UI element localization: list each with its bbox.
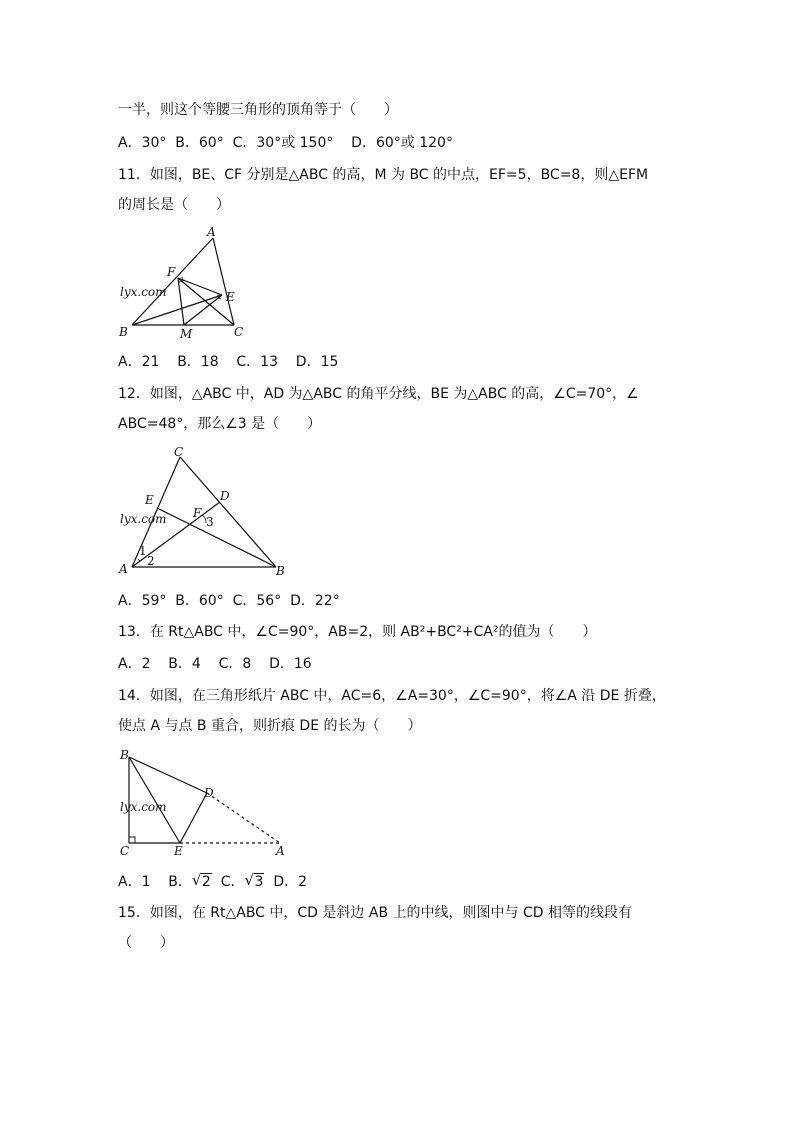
q12-text-line2: ABC=48°，那么∠3 是（ ） xyxy=(118,416,322,432)
q14-label-B: B xyxy=(120,748,129,762)
q11-text-line2: 的周长是（ ） xyxy=(118,197,230,213)
q12-angle-2-label: 2 xyxy=(147,554,155,568)
q12-label-A: A xyxy=(119,562,128,576)
svg-text:lyx.com: lyx.com xyxy=(120,512,167,526)
q11-triangle-figure xyxy=(112,224,252,342)
q12-triangle-figure xyxy=(112,445,292,580)
q12-label-B: B xyxy=(276,564,285,578)
q12-angle-3-label: 3 xyxy=(206,515,214,529)
q13-text: 13．在 Rt△ABC 中，∠C=90°，AB=2，则 AB²+BC²+CA²的值为（ ） xyxy=(118,624,597,640)
q15-text-line1: 15．如图，在 Rt△ABC 中，CD 是斜边 AB 上的中线，则图中与 CD 相等的线段有 xyxy=(118,905,632,921)
q11-label-B: B xyxy=(119,325,128,339)
q15-text-line2: （ ） xyxy=(118,935,174,951)
q14-option-a-b: A．1 B． xyxy=(118,874,192,890)
q14-option-c-sqrt3: √ 3 xyxy=(244,871,264,890)
q14-label-E: E xyxy=(174,844,183,858)
q11-label-F: F xyxy=(167,265,176,279)
q13-options: A．2 B．4 C．8 D．16 xyxy=(118,656,312,672)
q10-options: A．30° B．60° C．30°或 150° D．60°或 120° xyxy=(118,135,453,151)
q12-options: A．59° B．60° C．56° D．22° xyxy=(118,593,340,609)
svg-text:lyx.com: lyx.com xyxy=(120,285,167,299)
q11-text-line1: 11．如图，BE、CF 分别是△ABC 的高，M 为 BC 的中点，EF=5，BC=8，则△EFM xyxy=(118,167,649,183)
q14-option-c-label: C． xyxy=(211,874,245,890)
q12-label-E: E xyxy=(145,493,154,507)
q12-label-C: C xyxy=(174,445,184,459)
q14-option-d: D．2 xyxy=(264,874,308,890)
q14-label-C: C xyxy=(120,844,130,858)
q14-label-A: A xyxy=(276,844,285,858)
q11-label-C: C xyxy=(234,325,244,339)
q12-label-F: F xyxy=(193,506,202,520)
q14-triangle-figure xyxy=(112,745,292,860)
q14-options xyxy=(118,872,307,892)
q12-label-D: D xyxy=(220,489,230,503)
q14-text-line1: 14．如图，在三角形纸片 ABC 中，AC=6，∠A=30°，∠C=90°，将∠A 沿 DE 折叠， xyxy=(118,688,666,704)
q11-label-E: E xyxy=(226,290,235,304)
q10-text: 一半，则这个等腰三角形的顶角等于（ ） xyxy=(118,102,398,118)
q12-angle-1-label: 1 xyxy=(139,544,147,558)
q14-option-b-sqrt2: √ 2 xyxy=(191,871,211,890)
svg-text:lyx.com: lyx.com xyxy=(120,800,167,814)
q14-label-D: D xyxy=(204,786,214,800)
q11-options: A．21 B．18 C．13 D．15 xyxy=(118,354,339,370)
q11-label-A: A xyxy=(207,225,216,239)
q14-text-line2: 使点 A 与点 B 重合，则折痕 DE 的长为（ ） xyxy=(118,718,422,734)
q12-text-line1: 12．如图，△ABC 中，AD 为△ABC 的角平分线，BE 为△ABC 的高，∠C=70°，∠ xyxy=(118,386,639,402)
q11-label-M: M xyxy=(180,327,193,341)
